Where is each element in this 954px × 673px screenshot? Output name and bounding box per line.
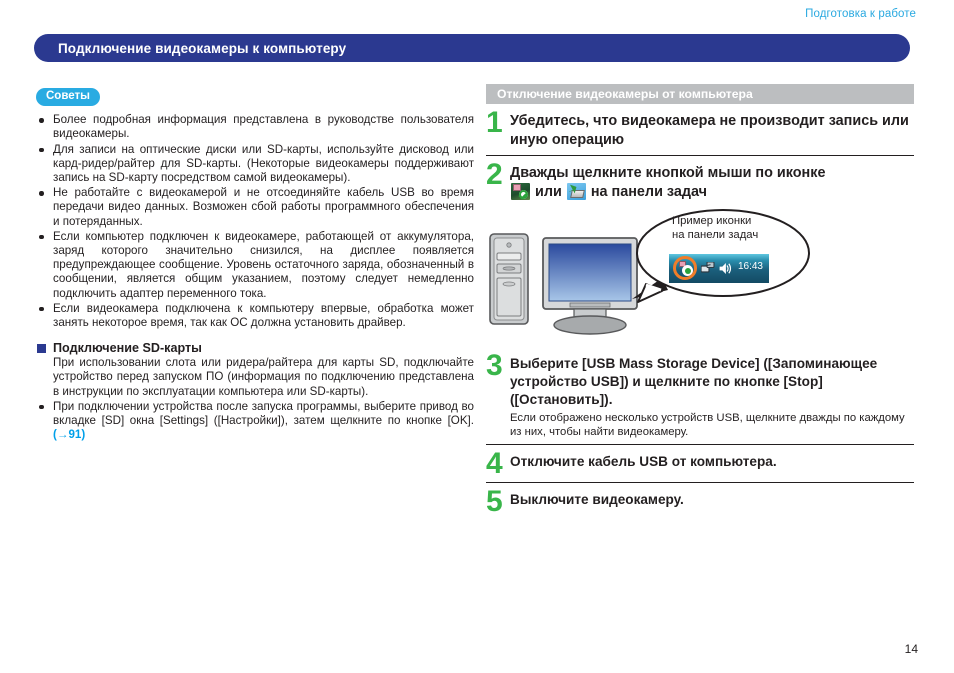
windows-taskbar-tray <box>669 254 769 283</box>
step-number: 3 <box>486 349 503 382</box>
left-column <box>36 86 474 443</box>
step-4 <box>486 445 914 480</box>
volume-icon[interactable] <box>719 262 733 275</box>
subsection-body: При использовании слота или ридера/райтера для карты SD, подключайте устройство перед запуском ПО (информация по подключению представлена в инструкции по эксплуатации компьютера или SD-карты). <box>53 356 474 398</box>
step-title-or: или <box>535 184 562 200</box>
tips-badge: Советы <box>36 88 100 106</box>
highlight-ring <box>673 256 697 280</box>
right-column <box>486 84 914 518</box>
step-title: Выключите видеокамеру. <box>510 492 684 507</box>
page-number: 14 <box>904 642 918 656</box>
callout-line-2: на панели задач <box>672 229 759 241</box>
list-item: Более подробная информация представлена в руководстве пользователя видеокамеры. <box>36 113 474 141</box>
step-body <box>510 451 914 471</box>
step-note: Если отображено несколько устройств USB, щелкните дважды по каждому из них, чтобы найти видеокамеру. <box>510 412 905 438</box>
step-title: Выберите [USB Mass Storage Device] ([Запоминающее устройство USB]) и щелкните по кнопке [Stop] ([Остановить]). <box>510 356 878 407</box>
taskbar-illustration <box>486 206 914 351</box>
step-5 <box>486 483 914 518</box>
list-item <box>36 400 474 443</box>
step-number: 4 <box>486 447 503 480</box>
list-item: Если компьютер подключен к видеокамере, работающей от аккумулятора, заряд которого значительно снизился, на дисплее появляется предупреждающее сообщение. Уровень остаточного заряда, обозначенный в сообщении, является общим указанием, поэтому следует немедленно подключить адаптер переменного тока. <box>36 230 474 301</box>
step-1 <box>486 104 914 150</box>
eject-media-icon <box>567 183 586 200</box>
step-title: Отключите кабель USB от компьютера. <box>510 454 777 469</box>
step-3 <box>486 351 914 439</box>
safely-remove-hardware-icon <box>511 183 530 200</box>
running-head: Подготовка к работе <box>805 8 916 20</box>
step-body <box>510 162 914 202</box>
step-body <box>510 353 914 439</box>
taskbar-clock: 16:43 <box>737 261 763 272</box>
page-title-banner <box>34 34 910 62</box>
tips-bullet-list <box>36 113 474 330</box>
page-title: Подключение видеокамеры к компьютеру <box>58 40 347 56</box>
section-bar-disconnect <box>486 84 914 104</box>
section-bar-title: Отключение видеокамеры от компьютера <box>497 87 753 101</box>
step-title: Убедитесь, что видеокамера не производит запись или иную операцию <box>510 113 909 148</box>
callout-line-1: Пример иконки <box>672 215 752 227</box>
subsection-heading: Подключение SD-карты <box>36 341 474 356</box>
step-title-part1: Дважды щелкните кнопкой мыши по иконке <box>510 165 826 181</box>
list-item: Если видеокамера подключена к компьютеру впервые, обработка может занять некоторое время, так как ОС должна установить драйвер. <box>36 302 474 330</box>
final-bullet-text: При подключении устройства после запуска программы, выберите привод во вкладке [SD] окна [Settings] ([Настройки]), затем щелкните по кнопке [OK]. <box>53 399 474 428</box>
step-body <box>510 489 914 509</box>
callout-label <box>672 214 802 242</box>
step-number: 1 <box>486 106 503 139</box>
sd-bullet-list <box>36 400 474 443</box>
network-icon[interactable] <box>701 262 715 275</box>
step-title <box>510 164 914 202</box>
step-body <box>510 110 914 150</box>
page-reference-link[interactable]: (→91) <box>53 428 86 442</box>
step-2 <box>486 156 914 202</box>
list-item: Не работайте с видеокамерой и не отсоединяйте кабель USB во время передачи видео данных. Возможен сбой работы программного обеспечения и потеряданных. <box>36 186 474 229</box>
step-number: 5 <box>486 485 503 518</box>
step-number: 2 <box>486 158 503 191</box>
list-item: Для записи на оптические диски или SD-карты, используйте дисковод или кард-ридер/райтер для SD-карты. (Некоторые видеокамеры поддерживают запись на SD-карту посредством самой видеокамеры). <box>36 143 474 186</box>
step-title-part2: на панели задач <box>590 184 708 200</box>
